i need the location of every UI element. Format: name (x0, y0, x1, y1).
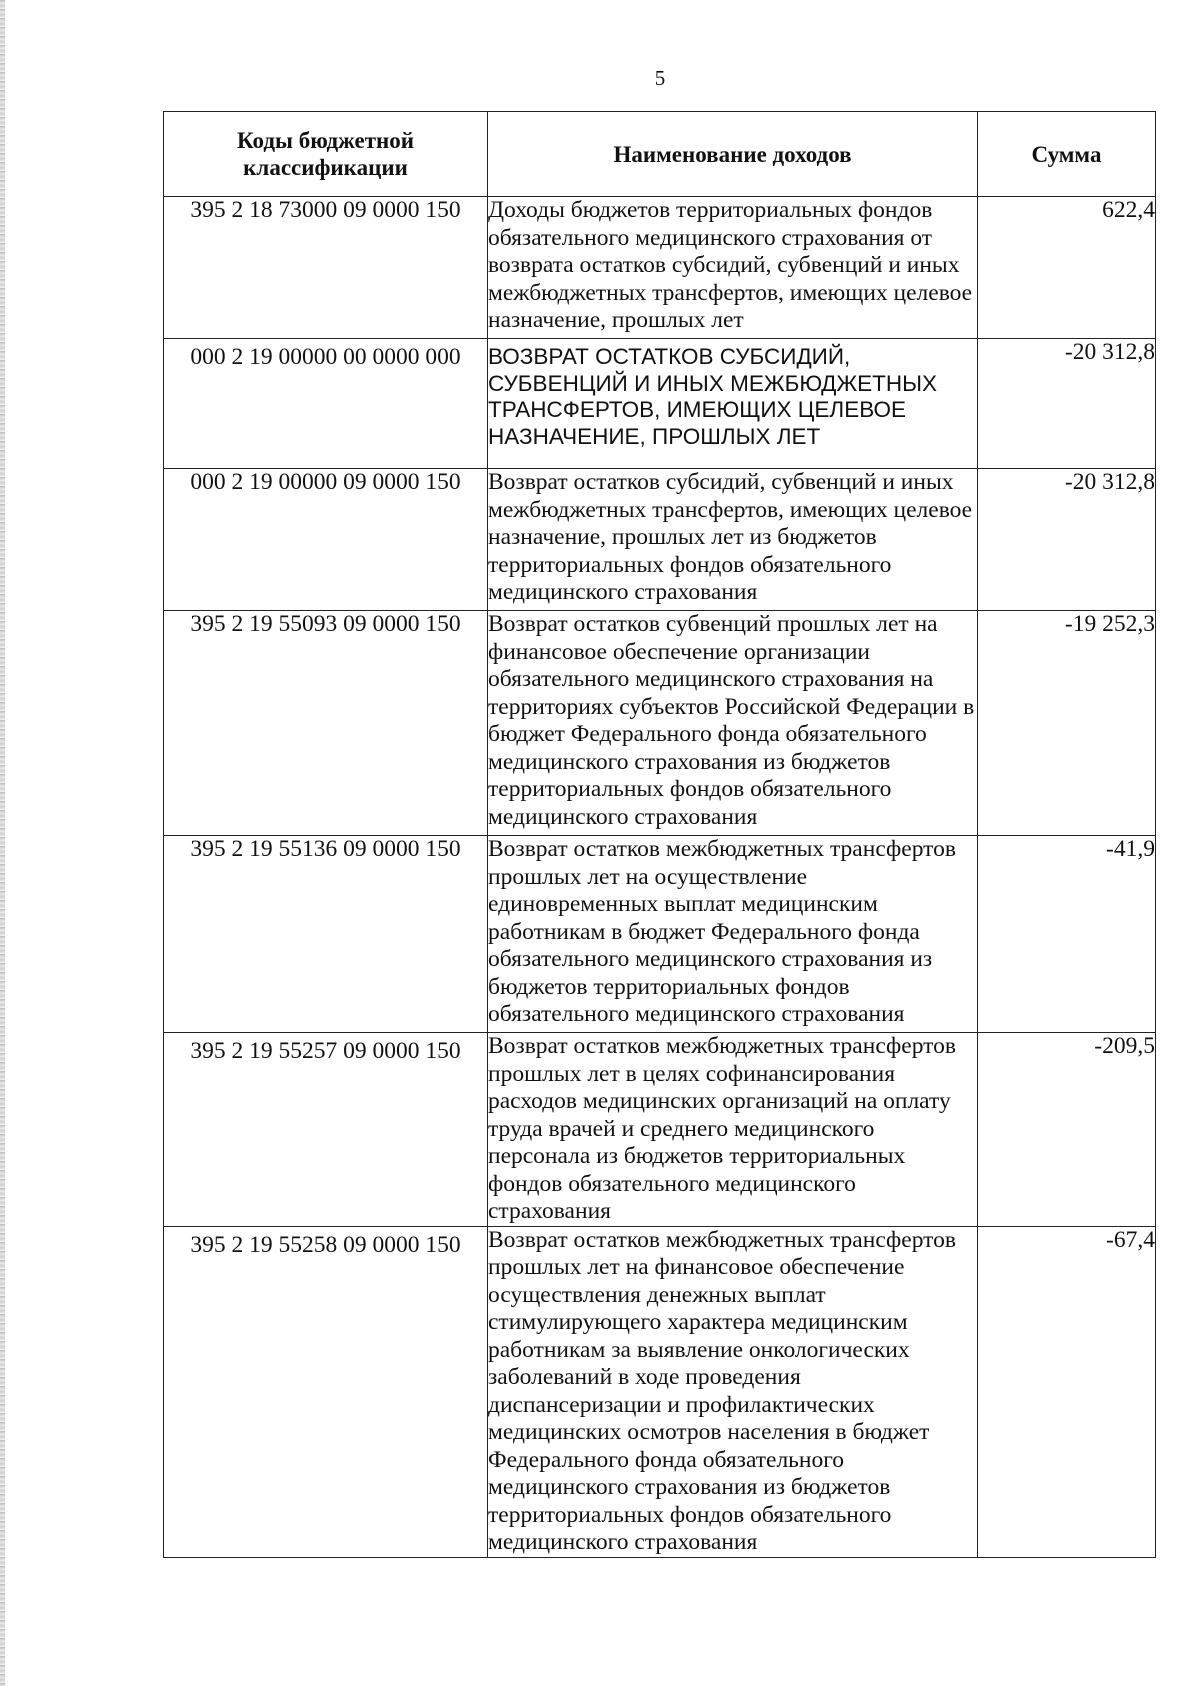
budget-code: 395 2 19 55258 09 0000 150 (164, 1226, 488, 1557)
revenue-name: Возврат остатков межбюджетных трансфертов прошлых лет на финансовое обеспечение осуществления денежных выплат стимулирующего характера медицинским работникам за выявление онкологических заболеваний в ходе проведения диспансеризации и профилактических медицинских осмотров населения в бюджет Федерального фонда обязательного медицинского страхования из бюджетов территориальных фондов обязательного медицинского страхования (488, 1226, 978, 1557)
budget-code: 000 2 19 00000 00 0000 000 (164, 339, 488, 469)
revenue-name: Возврат остатков субсидий, субвенций и иных межбюджетных трансфертов, имеющих целевое назначение, прошлых лет из бюджетов территориальных фондов обязательного медицинского страхования (488, 469, 978, 611)
revenue-table (163, 111, 1156, 1558)
budget-code: 395 2 19 55257 09 0000 150 (164, 1033, 488, 1227)
table-row (164, 1226, 1156, 1557)
header-sum: Сумма (978, 112, 1156, 197)
revenue-name: Возврат остатков субвенций прошлых лет на финансовое обеспечение организации обязательного медицинского страхования на территориях субъектов Российской Федерации в бюджет Федерального фонда обязательного медицинского страхования из бюджетов территориальных фондов обязательного медицинского страхования (488, 611, 978, 836)
revenue-sum: -41,9 (978, 836, 1156, 1033)
revenue-name: ВОЗВРАТ ОСТАТКОВ СУБСИДИЙ, СУБВЕНЦИЙ И ИНЫХ МЕЖБЮДЖЕТНЫХ ТРАНСФЕРТОВ, ИМЕЮЩИХ ЦЕЛЕВОЕ НАЗНАЧЕНИЕ, ПРОШЛЫХ ЛЕТ (488, 339, 978, 469)
revenue-sum: -19 252,3 (978, 611, 1156, 836)
revenue-sum: -209,5 (978, 1033, 1156, 1227)
revenue-sum: -67,4 (978, 1226, 1156, 1557)
table-row (164, 836, 1156, 1033)
table-row (164, 469, 1156, 611)
revenue-sum: 622,4 (978, 197, 1156, 339)
budget-code: 395 2 19 55093 09 0000 150 (164, 611, 488, 836)
table-row (164, 197, 1156, 339)
revenue-sum: -20 312,8 (978, 469, 1156, 611)
scan-edge (0, 0, 5, 1686)
header-code: Коды бюджетной классификации (164, 112, 488, 197)
table-row (164, 1033, 1156, 1227)
page-number: 5 (654, 66, 666, 90)
header-name: Наименование доходов (488, 112, 978, 197)
budget-code: 395 2 19 55136 09 0000 150 (164, 836, 488, 1033)
revenue-name: Возврат остатков межбюджетных трансфертов прошлых лет на осуществление единовременных выплат медицинским работникам в бюджет Федерального фонда обязательного медицинского страхования из бюджетов территориальных фондов обязательного медицинского страхования (488, 836, 978, 1033)
revenue-sum: -20 312,8 (978, 339, 1156, 469)
table-row (164, 339, 1156, 469)
revenue-name: Возврат остатков межбюджетных трансфертов прошлых лет в целях софинансирования расходов медицинских организаций на оплату труда врачей и среднего медицинского персонала из бюджетов территориальных фондов обязательного медицинского страхования (488, 1033, 978, 1227)
budget-code: 395 2 18 73000 09 0000 150 (164, 197, 488, 339)
table-row (164, 611, 1156, 836)
revenue-name: Доходы бюджетов территориальных фондов обязательного медицинского страхования от возврата остатков субсидий, субвенций и иных межбюджетных трансфертов, имеющих целевое назначение, прошлых лет (488, 197, 978, 339)
table-header-row (164, 112, 1156, 197)
budget-code: 000 2 19 00000 09 0000 150 (164, 469, 488, 611)
